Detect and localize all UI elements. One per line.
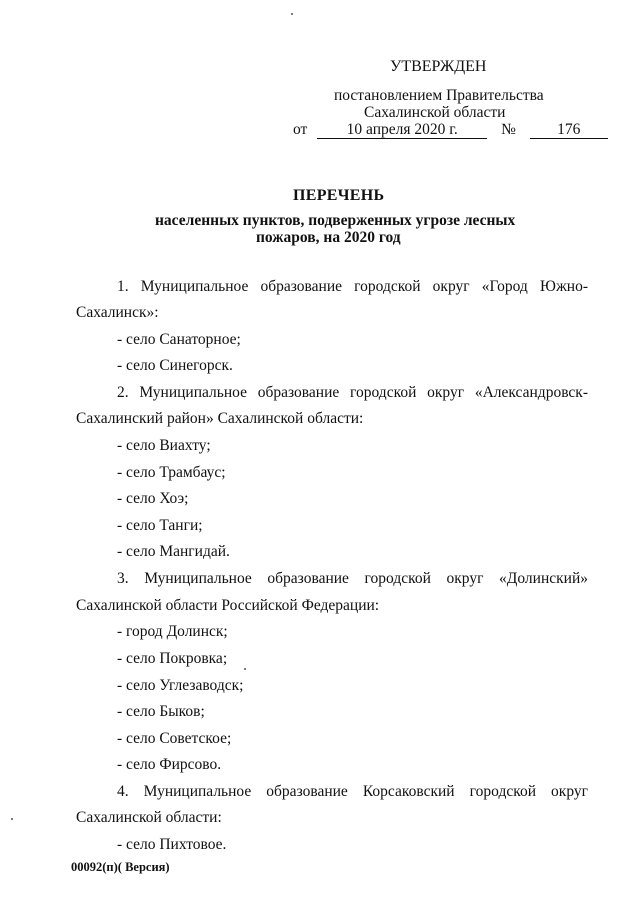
list-item: - село Советское;	[117, 730, 232, 747]
list-item: - село Углезаводск;	[117, 677, 244, 694]
list-item: - село Виахту;	[117, 437, 211, 454]
document-code: 00092(п)( Версия)	[71, 860, 170, 874]
approved-label: УТВЕРЖДЕН	[390, 58, 487, 75]
number-sign: №	[501, 121, 516, 138]
list-item: - село Санаторное;	[117, 331, 241, 348]
list-item: - село Быков;	[117, 703, 205, 720]
list-item: - село Мангидай.	[117, 543, 230, 560]
paragraph-continuation: Сахалинский район» Сахалинской области:	[76, 410, 364, 427]
title-subtitle-2: пожаров, на 2020 год	[256, 229, 401, 246]
list-item: - село Покровка;	[117, 650, 228, 667]
section-heading-line: 4. Муниципальное образование Корсаковский городской округ	[117, 783, 588, 800]
paragraph-continuation: Сахалинской области:	[76, 809, 222, 826]
title-subtitle-1: населенных пунктов, подверженных угрозе лесных	[155, 212, 516, 229]
scan-speck	[11, 818, 13, 820]
list-item: - село Трамбаус;	[117, 464, 226, 481]
scan-speck	[291, 13, 293, 15]
list-item: - село Пихтовое.	[117, 836, 227, 853]
approval-number: 176	[530, 122, 608, 139]
paragraph-continuation: Сахалинской области Российской Федерации:	[76, 597, 380, 614]
section-heading-line: 2. Муниципальное образование городской округ «Александровск-	[117, 384, 588, 401]
section-heading-line: 3. Муниципальное образование городской округ «Долинский»	[117, 570, 588, 587]
approval-date: 10 апреля 2020 г.	[317, 122, 487, 139]
approval-date-line	[293, 121, 608, 139]
list-item: - село Хоэ;	[117, 490, 189, 507]
approval-line-1: постановлением Правительства	[334, 87, 544, 104]
approval-line-2: Сахалинской области	[364, 104, 506, 121]
scan-speck	[244, 668, 246, 670]
list-item: - село Танги;	[117, 517, 203, 534]
list-item: - село Фирсово.	[117, 756, 222, 773]
list-item: - село Синегорск.	[117, 357, 233, 374]
section-heading-line: 1. Муниципальное образование городской округ «Город Южно-	[117, 278, 588, 295]
list-item: - город Долинск;	[117, 623, 228, 640]
title-heading: ПЕРЕЧЕНЬ	[293, 187, 385, 204]
paragraph-continuation: Сахалинск»:	[76, 304, 159, 321]
date-prefix: от	[293, 121, 308, 138]
